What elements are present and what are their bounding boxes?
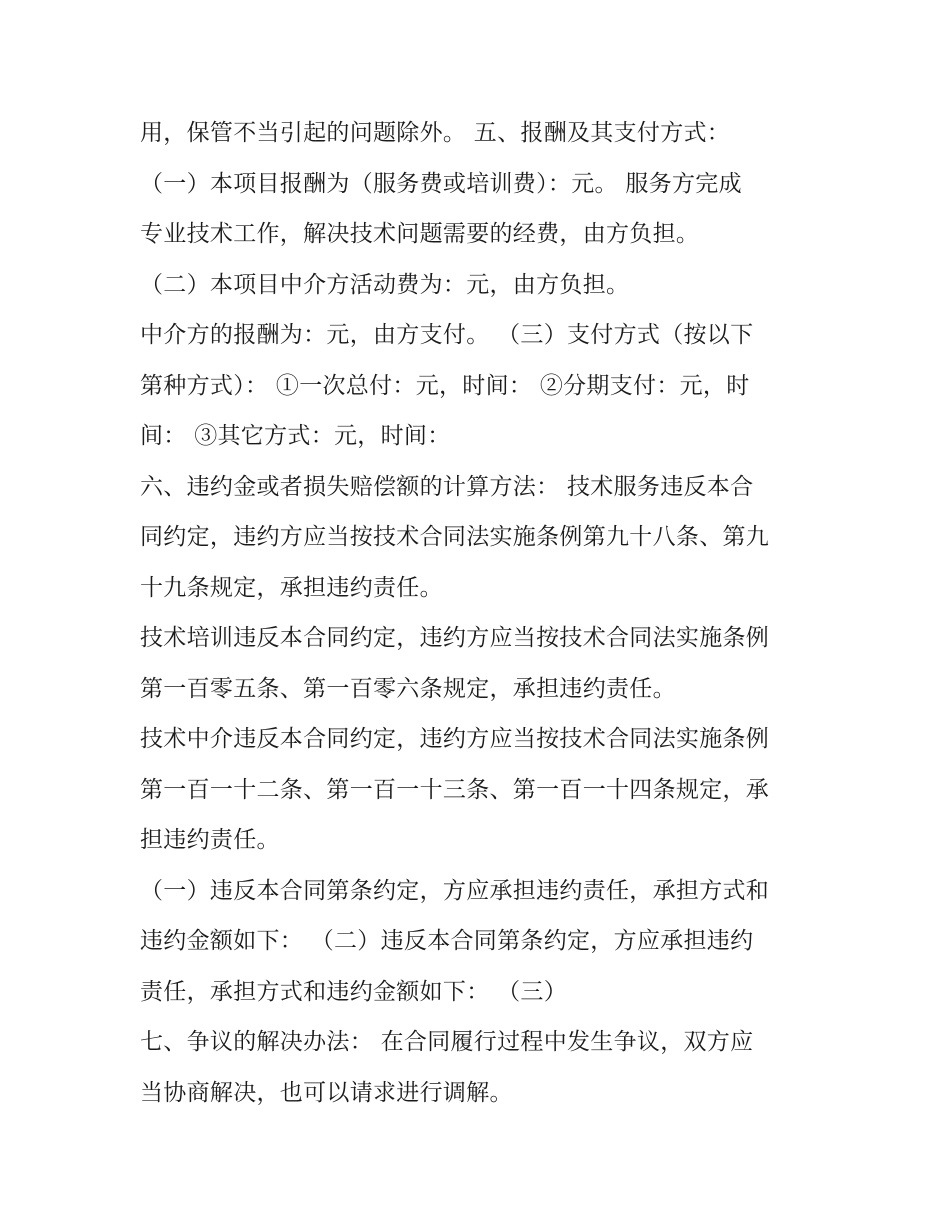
text-line: 技术培训违反本合同约定，违约方应当按技术合同法实施条例 <box>140 625 770 651</box>
text-line: 担违约责任。 <box>140 827 280 853</box>
text-line: 技术中介违反本合同约定，违约方应当按技术合同法实施条例 <box>140 726 770 752</box>
document-body <box>140 108 840 1118</box>
text-line: 专业技术工作，解决技术问题需要的经费，由方负担。 <box>140 221 700 247</box>
text-line: 间： ③其它方式：元，时间： <box>140 423 451 449</box>
text-line: 第一百一十二条、第一百一十三条、第一百一十四条规定，承 <box>140 776 770 803</box>
text-line: （一）本项目报酬为（服务费或培训费）：元。 服务方完成 <box>140 170 742 197</box>
text-line: （二）本项目中介方活动费为：元，由方负担。 <box>140 271 630 298</box>
text-line: 同约定，违约方应当按技术合同法实施条例第九十八条、第九 <box>140 524 770 550</box>
text-line: 当协商解决，也可以请求进行调解。 <box>140 1079 513 1106</box>
text-line: 第一百零五条、第一百零六条规定，承担违约责任。 <box>140 675 676 702</box>
text-line: （一）违反本合同第条约定，方应承担违约责任，承担方式和 <box>140 877 770 904</box>
text-line: 七、争议的解决办法： 在合同履行过程中发生争议，双方应 <box>140 1029 754 1055</box>
text-line: 用，保管不当引起的问题除外。 五、报酬及其支付方式： <box>140 120 731 146</box>
text-line: 第种方式）： ①一次总付：元，时间： ②分期支付：元，时 <box>140 372 750 399</box>
text-line: 违约金额如下： （二）违反本合同第条约定，方应承担违约 <box>140 928 754 954</box>
text-line: 中介方的报酬为：元，由方支付。 （三）支付方式（按以下 <box>140 322 754 348</box>
text-line: 十九条规定，承担违约责任。 <box>140 574 443 601</box>
text-line: 六、违约金或者损失赔偿额的计算方法： 技术服务违反本合 <box>140 473 754 500</box>
text-line: 责任，承担方式和违约金额如下： （三） <box>140 978 568 1005</box>
